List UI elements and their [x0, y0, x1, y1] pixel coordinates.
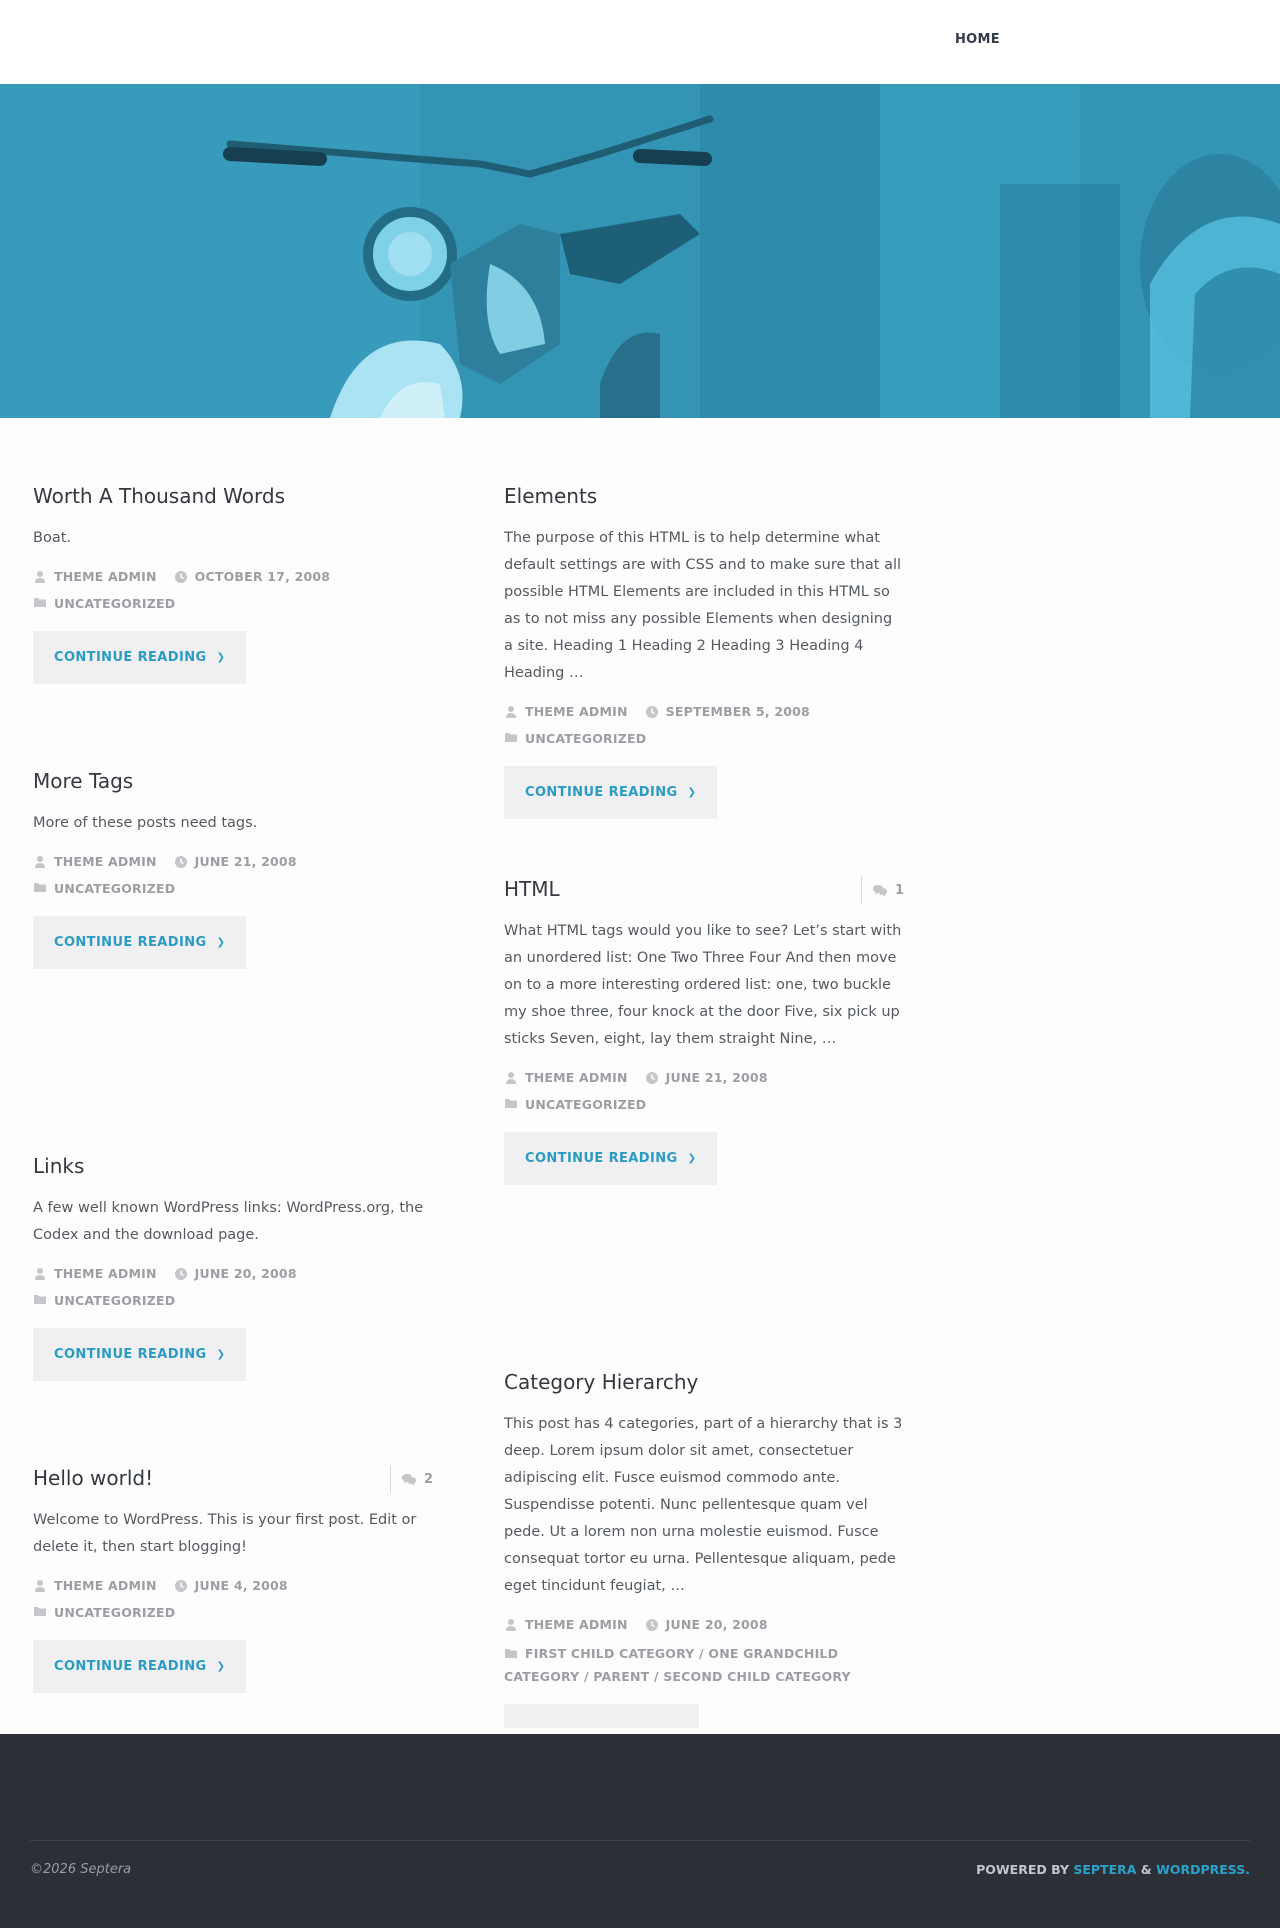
category-link[interactable]: UNCATEGORIZED	[525, 1097, 647, 1112]
post-card	[504, 876, 904, 1185]
author-link[interactable]: THEME ADMIN	[54, 569, 157, 584]
author-link[interactable]: THEME ADMIN	[54, 854, 157, 869]
post-card	[33, 1153, 433, 1381]
continue-reading-button[interactable]	[504, 766, 717, 819]
post-card	[504, 1369, 904, 1728]
comments-link[interactable]	[861, 876, 904, 904]
post-title[interactable]: Worth A Thousand Words	[33, 484, 286, 508]
button-label: CONTINUE READING	[525, 785, 678, 800]
post-title[interactable]: Category Hierarchy	[504, 1370, 699, 1394]
post-title[interactable]: Elements	[504, 484, 598, 508]
comment-count: 1	[894, 882, 904, 898]
post-excerpt: This post has 4 categories, part of a hierarchy that is 3 deep. Lorem ipsum dolor sit amet, consectetuer adipiscing elit. Fusce euismod commodo ante. Suspendisse potenti. Nunc pellentesque quam vel pede. Ut a lorem non urna molestie euismod. Fusce consequat tortor eu urna. Pellentesque aliquam, pede eget tincidunt feugiat, …	[504, 1416, 903, 1594]
continue-reading-button[interactable]	[33, 916, 246, 969]
post-categories	[33, 880, 433, 898]
author-link[interactable]: THEME ADMIN	[525, 1617, 628, 1632]
post-title[interactable]: Links	[33, 1154, 85, 1178]
category-link[interactable]: UNCATEGORIZED	[54, 1293, 176, 1308]
folder-icon	[33, 1604, 47, 1618]
comment-count: 2	[423, 1471, 433, 1487]
wordpress-link[interactable]: WORDPRESS.	[1156, 1862, 1250, 1877]
site-footer	[0, 1734, 1280, 1928]
category-link[interactable]: UNCATEGORIZED	[54, 1605, 176, 1620]
button-label: CONTINUE READING	[54, 1347, 207, 1362]
post-title[interactable]: More Tags	[33, 769, 134, 793]
continue-reading-button[interactable]	[504, 1132, 717, 1185]
chevron-right-icon: ❯	[216, 937, 226, 948]
chevron-right-icon: ❯	[216, 1349, 226, 1360]
date-link[interactable]: OCTOBER 17, 2008	[194, 569, 331, 584]
clock-icon	[645, 1618, 659, 1632]
folder-icon	[504, 1096, 518, 1110]
site-header	[0, 0, 1280, 84]
continue-reading-button[interactable]	[504, 1704, 699, 1728]
user-icon	[504, 1618, 518, 1632]
septera-link[interactable]: SEPTERA	[1073, 1862, 1137, 1877]
button-label: CONTINUE READING	[54, 650, 207, 665]
post-card	[33, 483, 433, 684]
post-excerpt: Boat.	[33, 530, 71, 546]
date-link[interactable]: JUNE 4, 2008	[194, 1578, 288, 1593]
chevron-right-icon: ❯	[216, 652, 226, 663]
date-link[interactable]: JUNE 21, 2008	[194, 854, 297, 869]
clock-icon	[174, 1267, 188, 1281]
post-meta	[504, 1616, 904, 1634]
post-meta	[33, 1577, 433, 1595]
post-title[interactable]: Hello world!	[33, 1466, 154, 1490]
continue-reading-button[interactable]	[33, 1640, 246, 1693]
powered-by	[976, 1862, 1250, 1877]
folder-icon	[504, 730, 518, 744]
post-categories	[504, 1096, 904, 1114]
clock-icon	[174, 570, 188, 584]
ampersand: &	[1140, 1862, 1152, 1877]
date-link[interactable]: JUNE 20, 2008	[665, 1617, 768, 1632]
nav-home-link[interactable]: HOME	[955, 32, 1000, 47]
post-excerpt: A few well known WordPress links: WordPress.org, the Codex and the download page.	[33, 1200, 424, 1243]
category-link[interactable]: UNCATEGORIZED	[54, 881, 176, 896]
post-excerpt: More of these posts need tags.	[33, 815, 258, 831]
button-label: CONTINUE READING	[525, 1151, 678, 1166]
category-link[interactable]: UNCATEGORIZED	[525, 731, 647, 746]
category-links[interactable]: FIRST CHILD CATEGORY / ONE GRANDCHILD CATEGORY / PARENT / SECOND CHILD CATEGORY	[504, 1646, 851, 1684]
author-link[interactable]: THEME ADMIN	[54, 1266, 157, 1281]
post-excerpt: What HTML tags would you like to see? Let’s start with an unordered list: One Two Three Four And then move on to a more interesting ordered list: one, two buckle my shoe three, four knock at the door Five, six pick up sticks Seven, eight, lay them straight Nine, …	[504, 923, 902, 1047]
clock-icon	[174, 855, 188, 869]
post-meta	[504, 1069, 904, 1087]
clock-icon	[645, 705, 659, 719]
post-categories	[504, 730, 904, 748]
post-card	[504, 483, 904, 819]
post-excerpt: Welcome to WordPress. This is your first post. Edit or delete it, then start blogging!	[33, 1512, 417, 1555]
folder-icon	[33, 595, 47, 609]
post-card	[33, 1465, 433, 1693]
folder-icon	[33, 880, 47, 894]
post-categories	[33, 1292, 433, 1310]
post-categories	[33, 595, 433, 613]
comments-link[interactable]	[390, 1465, 433, 1493]
motorcycle-illustration	[0, 84, 1280, 418]
folder-icon	[504, 1646, 518, 1660]
chevron-right-icon: ❯	[216, 1661, 226, 1672]
post-title[interactable]: HTML	[504, 877, 560, 901]
date-link[interactable]: SEPTEMBER 5, 2008	[665, 704, 810, 719]
button-label: CONTINUE READING	[54, 935, 207, 950]
clock-icon	[645, 1071, 659, 1085]
date-link[interactable]: JUNE 21, 2008	[665, 1070, 768, 1085]
comment-icon	[401, 1473, 417, 1486]
hero-image	[0, 84, 1280, 418]
continue-reading-button[interactable]	[33, 1328, 246, 1381]
footer-divider	[30, 1840, 1250, 1841]
comment-icon	[872, 884, 888, 897]
user-icon	[33, 855, 47, 869]
chevron-right-icon: ❯	[687, 787, 697, 798]
continue-reading-button[interactable]	[33, 631, 246, 684]
author-link[interactable]: THEME ADMIN	[54, 1578, 157, 1593]
post-meta	[33, 1265, 433, 1283]
post-meta	[504, 703, 904, 721]
chevron-right-icon: ❯	[687, 1153, 697, 1164]
button-label: CONTINUE READING	[54, 1659, 207, 1674]
clock-icon	[174, 1579, 188, 1593]
powered-prefix: POWERED BY	[976, 1862, 1069, 1877]
user-icon	[504, 705, 518, 719]
author-link[interactable]: THEME ADMIN	[525, 1070, 628, 1085]
post-meta	[33, 853, 433, 871]
user-icon	[504, 1071, 518, 1085]
user-icon	[33, 1267, 47, 1281]
copyright-text: ©2026 Septera	[30, 1862, 132, 1877]
date-link[interactable]: JUNE 20, 2008	[194, 1266, 297, 1281]
post-categories	[504, 1642, 904, 1688]
post-card	[33, 768, 433, 969]
post-meta	[33, 568, 433, 586]
author-link[interactable]: THEME ADMIN	[525, 704, 628, 719]
user-icon	[33, 570, 47, 584]
post-excerpt: The purpose of this HTML is to help determine what default settings are with CSS and to make sure that all possible HTML Elements are included in this HTML so as to not miss any possible Elements when designing a site. Heading 1 Heading 2 Heading 3 Heading 4 Heading …	[504, 530, 902, 681]
user-icon	[33, 1579, 47, 1593]
post-categories	[33, 1604, 433, 1622]
folder-icon	[33, 1292, 47, 1306]
category-link[interactable]: UNCATEGORIZED	[54, 596, 176, 611]
